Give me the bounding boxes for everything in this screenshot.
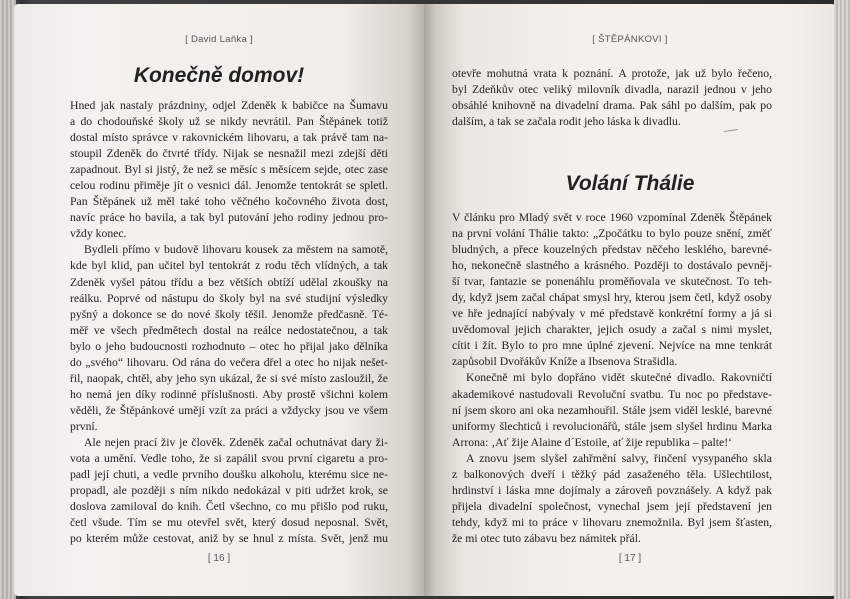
text-line: dy, když jsem začal chápat smysl hry, kterou jsem četl, když osoby bbox=[452, 291, 772, 305]
text-line: bylo o jeho budoucnosti rozhodnuto – otec ho přijal jako dělníka bbox=[70, 339, 388, 353]
right-body-text bbox=[452, 210, 772, 547]
text-line: stoupil Zdeněk do čtvrté třídy. Nijak se nesnažil mezi zdejší děti bbox=[70, 147, 388, 161]
text-line: A znovu jsem slyšel zahřmění salvy, řinčení vysypaného skla bbox=[466, 451, 772, 465]
text-line: V článku pro Mladý svět v roce 1960 vzpomínal Zdeněk Štěpánek bbox=[452, 211, 772, 224]
chapter-title-2: Volání Thálie bbox=[565, 172, 695, 195]
text-line: propadl, ale později s ním nikdo nedokázal v piti udržet krok, se bbox=[70, 484, 388, 498]
text-line: ší tvar, fantazie se ponenáhlu proměňovala ve skutečnost. To teh- bbox=[452, 275, 772, 289]
text-line: do „svého“ lihovaru. Od rána do večera dřel a otec ho nijak nešet- bbox=[70, 355, 388, 369]
text-line: měř ve všech předmětech dostal na reálce nedostatečnou, a tak bbox=[70, 323, 388, 337]
text-line: dalším, a tak se začala rodit jeho láska k divadlu. bbox=[452, 115, 681, 129]
text-line: kde byl klid, pan učitel byl tentokrát z rodu těch vlídných, a tak bbox=[70, 259, 388, 273]
text-line: z balkonových dveří i těžký pád zasaženého těla. Ušlechtilost, bbox=[452, 467, 772, 481]
text-line: hrdinství i láska mne dojímaly a zároveň povznášely. A když pak bbox=[452, 483, 772, 497]
text-line: obsáhlé knihovně na divadelní drama. Pak sáhl po dalším, pak po bbox=[452, 99, 772, 113]
text-line: po kterém může cestovat, aniž by se hnul z místa. Svět, jenž mu bbox=[70, 532, 388, 546]
text-line: dostal místo správce v rakovnickém lihovaru, a tak právě tam na- bbox=[70, 131, 388, 145]
text-line: vota a umění. Vedle toho, že si zapálil svou první cigaretu a pro- bbox=[70, 452, 388, 466]
text-line: Bydleli přímo v budově lihovaru kousek za městem na samotě, bbox=[84, 243, 388, 257]
text-line: celou rodinu přiměje jít o vesnici dál. Jenomže tentokrát se spletl. bbox=[70, 179, 388, 193]
text-line: zapůsobil Dvořákův Kníže a Ibsenova Strašidla. bbox=[452, 355, 678, 369]
left-body-text bbox=[70, 98, 388, 547]
right-page bbox=[424, 4, 836, 596]
text-line: cítit i žít. Bylo to pro mne úplné zjevení. Nejvíce na mne tenkrát bbox=[452, 339, 772, 353]
pencil-mark bbox=[724, 129, 738, 134]
text-line: věděli, že Štěpánkové umějí vzít za práci a vždycky jsou ve všem bbox=[70, 403, 388, 417]
text-line: doslova zamiloval do knih. Četl všechno, co mu přišlo pod ruku, bbox=[70, 500, 388, 514]
running-head-title: [ ŠTĚPÁNKOVI ] bbox=[592, 34, 668, 45]
text-line: četl všude. Tím se mu otevřel svět, který dosud neposnal. Svět, bbox=[70, 516, 388, 530]
right-continued-text bbox=[452, 66, 772, 130]
text-line: uniformy šlechticů i revolucionářů, stále jsem slyšel hrdinu Marka bbox=[452, 419, 772, 433]
text-line: vždy konec. bbox=[70, 227, 127, 241]
left-page bbox=[14, 4, 424, 596]
text-line: a do chodouňské školy už se nikdy nevrátil. Pan Štěpánek totiž bbox=[70, 115, 388, 129]
text-line: Ale nejen prací živ je člověk. Zdeněk začal ochutnávat dary ži- bbox=[84, 435, 388, 449]
text-line: ho nemá jen díky rodinné příslušnosti. Aby prostě všichni kolem bbox=[70, 387, 388, 401]
page-number-right: [ 17 ] bbox=[618, 553, 642, 564]
text-line: navíc práce ho bavila, a tak byl putování jeho rodiny jednou pro- bbox=[70, 211, 388, 225]
text-line: padl její chuti, a vedle prvního doušku alkoholu, kterému sice ne- bbox=[70, 468, 388, 482]
text-line: byl Zdeňkův otec veliký milovník divadla, narazil jednou v jeho bbox=[452, 83, 772, 97]
text-line: Pan Štěpánek už měl také toho věčného kočovného života dost, bbox=[70, 195, 388, 209]
chapter-title: Konečně domov! bbox=[133, 64, 305, 87]
text-line: Arrona: ‚Ať žije Alaine d´Estoile, ať žije republika – palte!‘ bbox=[452, 435, 732, 449]
text-line: otevře mohutná vrata k poznání. A protože, jak už bylo řečeno, bbox=[452, 67, 772, 80]
text-line: akademikové nastudovali Revoluční svatbu. Tu noc po představe- bbox=[452, 387, 772, 401]
text-line: přijela divadelní společnost, vynechal jsem její představení jen bbox=[452, 499, 772, 513]
text-line: Hned jak nastaly prázdniny, odjel Zdeněk k babičce na Šumavu bbox=[70, 99, 388, 112]
page-number-left: [ 16 ] bbox=[207, 553, 231, 564]
text-line: první. bbox=[70, 419, 98, 433]
running-head-author: [ David Laňka ] bbox=[185, 34, 253, 45]
text-line: reálku. Poprvé od nástupu do školy byl na své studijní výsledky bbox=[70, 291, 388, 305]
text-line: ní jsem skoro ani oka nezamhouřil. Stále jsem viděl lesklé, barevné bbox=[452, 403, 772, 417]
text-line: řil, naopak, chtěl, aby jeho syn ukázal, že si své místo zasloužil, že bbox=[70, 371, 388, 385]
text-line: bludných, a přece kouzelných představ něčeho lesklého, barevné- bbox=[452, 243, 772, 257]
text-line: že mi otec tuto zábavu bez námitek přál. bbox=[452, 531, 641, 545]
text-line: na první volání Thálie takto: „Zpočátku to bylo pouze snění, změť bbox=[452, 227, 772, 241]
text-line: ve hře jednající nabývaly v mé představě konkrétní formy a já si bbox=[452, 307, 772, 321]
text-line: uvědomoval jejich charakter, jejich osudy a začal s nimi myslet, bbox=[452, 323, 772, 337]
page-edges-right bbox=[834, 0, 850, 599]
text-line: pyšný a dokonce se do nové školy těšil. Jenomže předčasně. Té- bbox=[70, 307, 388, 321]
text-line: ho, nekonečně slastného a krásného. Později to dostávalo pevněj- bbox=[452, 259, 772, 273]
text-line: zapadnout. Byl si jistý, že než se měsíc s měsícem sejde, otec zase bbox=[70, 163, 388, 177]
text-line: Konečně mi bylo dopřáno vidět skutečné divadlo. Rakovničtí bbox=[466, 371, 772, 385]
text-line: tehdy, když mi to práce v lihovaru znemožnila. Byl jsem šťasten, bbox=[452, 515, 772, 529]
text-line: Zdeněk vyšel pátou třídu a bez větších obtíží udělal zkoušky na bbox=[70, 275, 388, 289]
